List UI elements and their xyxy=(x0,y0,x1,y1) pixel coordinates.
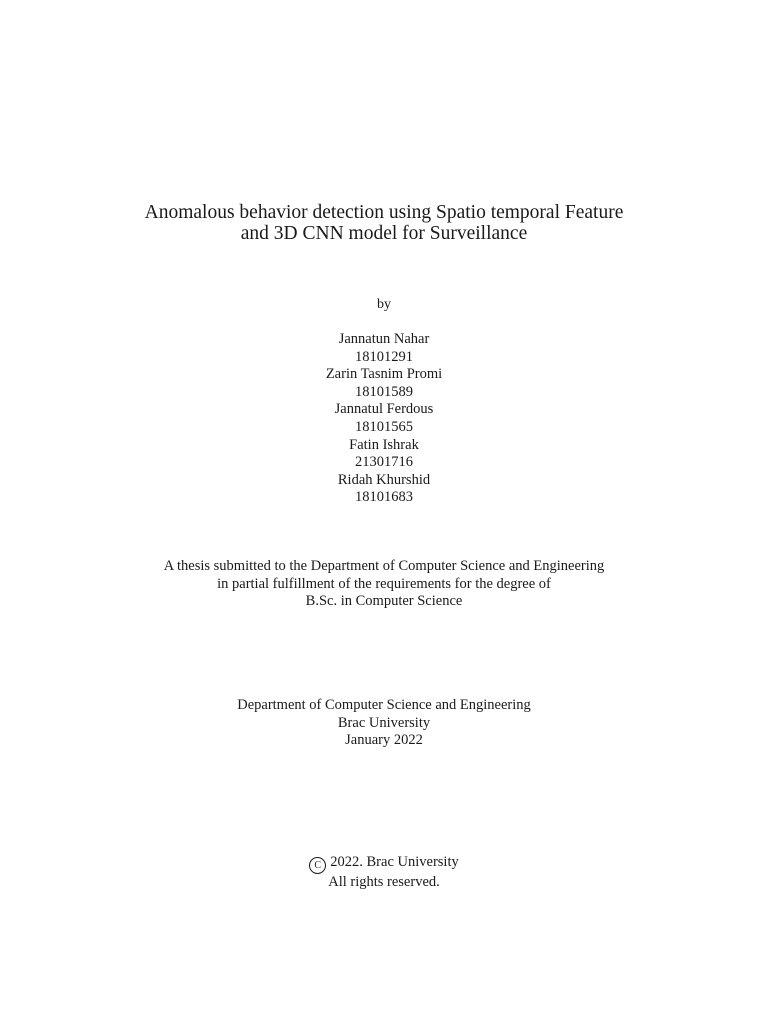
copyright-icon: C xyxy=(309,857,326,874)
author-id: 18101565 xyxy=(355,418,413,435)
thesis-title-line-2: and 3D CNN model for Surveillance xyxy=(240,223,528,244)
by-label: by xyxy=(377,297,391,312)
statement-line-2: in partial fulfillment of the requirements for the degree of xyxy=(217,575,551,592)
author-name: Fatin Ishrak xyxy=(349,436,419,453)
copyright-line xyxy=(0,854,768,874)
author-id: 18101589 xyxy=(355,383,413,400)
statement-line-3: B.Sc. in Computer Science xyxy=(305,593,463,610)
thesis-title xyxy=(0,202,768,244)
author-name: Jannatun Nahar xyxy=(338,331,430,347)
author-name: Jannatul Ferdous xyxy=(334,401,434,418)
author-list xyxy=(0,331,768,507)
university-name: Brac University xyxy=(337,714,431,731)
copyright-text: 2022. Brac University xyxy=(330,854,459,870)
rights-reserved: All rights reserved. xyxy=(328,874,440,890)
author-id: 21301716 xyxy=(355,454,413,471)
submission-date: January 2022 xyxy=(345,732,423,749)
thesis-title-line-1: Anomalous behavior detection using Spatio temporal Feature xyxy=(144,202,624,223)
department-name: Department of Computer Science and Engineering xyxy=(237,697,531,713)
author-name: Zarin Tasnim Promi xyxy=(325,366,443,383)
thesis-statement xyxy=(0,558,768,611)
affiliation-block xyxy=(0,697,768,750)
author-name: Ridah Khurshid xyxy=(337,471,431,488)
author-id: 18101683 xyxy=(355,489,413,506)
statement-line-1: A thesis submitted to the Department of Computer Science and Engineering xyxy=(163,558,605,574)
copyright-block xyxy=(0,854,768,892)
author-id: 18101291 xyxy=(355,348,413,365)
